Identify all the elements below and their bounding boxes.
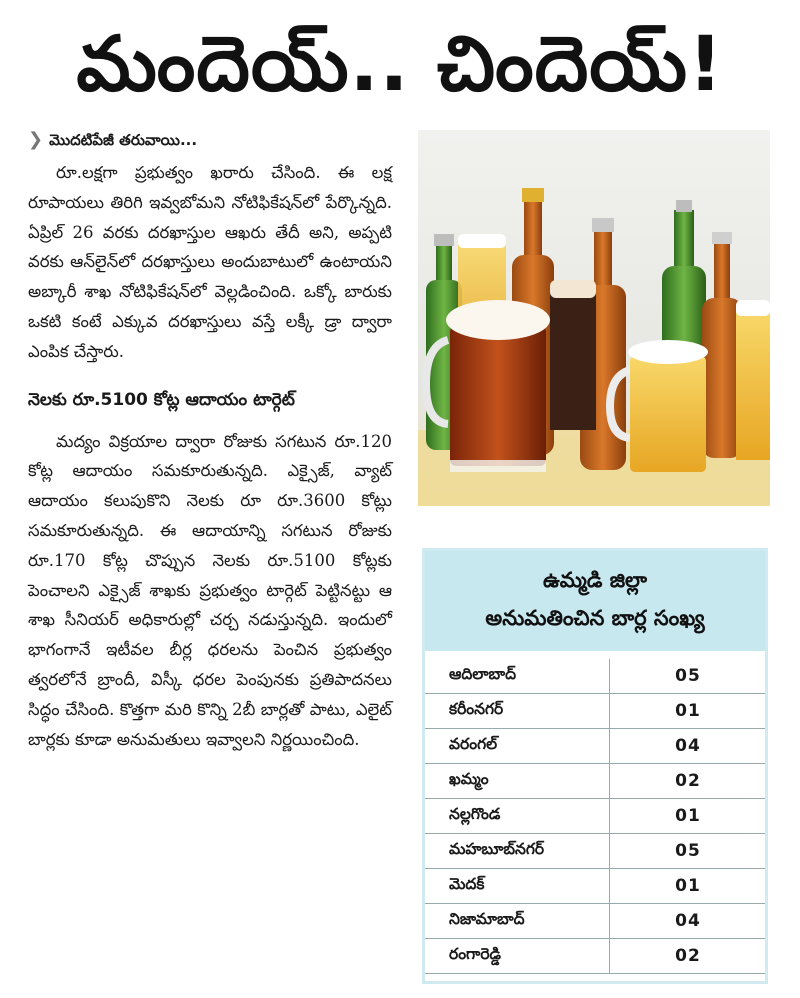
- bar-count: 05: [675, 666, 701, 686]
- table-title-line1: ఉమ్మడి జిల్లా: [542, 568, 648, 592]
- table-row: [425, 904, 765, 939]
- column-divider: [609, 659, 610, 974]
- table-row: [425, 694, 765, 729]
- table-rows: [425, 659, 765, 974]
- district-name: ఖమ్మం: [449, 770, 489, 788]
- article-column: [28, 128, 392, 754]
- lager-glass-right: [736, 300, 770, 460]
- district-name: ఆదిలాబాద్: [449, 665, 517, 683]
- table-row: [425, 764, 765, 799]
- bar-count: 01: [675, 806, 701, 826]
- beer-illustration: [418, 130, 770, 506]
- paragraph-1: రూ.లక్షగా ప్రభుత్వం ఖరారు చేసింది. ఈ లక్ష రూపాయలు తిరిగి ఇవ్వబోమని నోటిఫికేషన్‌లో పేర్కొన్నది. ఏప్రిల్ 26 వరకు దరఖాస్తుల ఆఖరు తేదీ అని, అప్పటి వరకు ఆన్‌లైన్‌లో దరఖాస్తులు అందుబాటులో ఉంటాయని అబ్కారీ శాఖ నోటిఫికేషన్‌లో వెల్లడించింది. ఒక్కో బారుకు ఒకటి కంటే ఎక్కువ దరఖాస్తులు వస్తే లక్కీ డ్రా ద్వారా ఎంపిక చేస్తారు.: [28, 163, 392, 361]
- bar-count: 04: [675, 911, 701, 931]
- table-header: [425, 551, 765, 651]
- district-name: మహబూబ్‌నగర్: [449, 840, 545, 858]
- table-row: [425, 799, 765, 834]
- chevron-right-icon: ❯: [28, 129, 44, 150]
- bar-count: 04: [675, 736, 701, 756]
- table-row: [425, 659, 765, 694]
- bar-count: 05: [675, 841, 701, 861]
- beer-bottles-photo: [418, 130, 770, 506]
- table-row: [425, 834, 765, 869]
- bar-count: 01: [675, 701, 701, 721]
- continuation-label: మొదటిపేజీ తరువాయి...: [49, 131, 198, 149]
- continuation-line: [28, 128, 392, 152]
- bar-count: 02: [675, 771, 701, 791]
- bar-count: 01: [675, 876, 701, 896]
- paragraph-2: మద్యం విక్రయాల ద్వారా రోజుకు సగటున రూ.120 కోట్ల ఆదాయం సమకూరుతున్నది. ఎక్సైజ్, వ్యాట్ ఆదాయం కలుపుకొని నెలకు రూ రూ.3600 కోట్లు సమకూరుతున్నది. ఈ ఆదాయాన్ని సగటున రోజుకు రూ.170 కోట్ల చొప్పున నెలకు రూ.5100 కోట్లకు పెంచాలని ఎక్సైజ్ శాఖకు ప్రభుత్వం టార్గెట్ పెట్టినట్టు ఆ శాఖ సీనియర్ అధికారుల్లో చర్చ నడుస్తున్నది. ఇందులో భాగంగానే ఇటీవల బీర్ల ధరలను పెంచిన ప్రభుత్వం త్వరలోనే బ్రాందీ, విస్కీ ధరల పెంపునకు ప్రతిపాదనలు సిద్ధం చేసింది. కొత్తగా మరి కొన్ని 2బీ బార్లతో పాటు, ఎలైట్ బార్లకు కూడా అనుమతులు ఇవ్వాలని నిర్ణయించింది.: [28, 431, 392, 749]
- district-name: నిజామాబాద్: [449, 910, 525, 928]
- table-row: [425, 729, 765, 764]
- district-name: నల్లగొండ: [449, 805, 501, 823]
- table-title-line2: అనుమతించిన బార్ల సంఖ్య: [485, 606, 705, 630]
- headline: మందెయ్.. చిందెయ్!: [76, 19, 724, 108]
- subheading: నెలకు రూ.5100 కోట్ల ఆదాయం టార్గెట్: [28, 389, 295, 410]
- table-row: [425, 869, 765, 904]
- bar-count-table: [422, 548, 768, 984]
- district-name: వరంగల్: [449, 735, 498, 753]
- district-name: మెదక్: [449, 875, 485, 893]
- district-name: రంగారెడ్డి: [449, 945, 501, 963]
- stout-glass: [550, 280, 596, 430]
- district-name: కరీంనగర్: [449, 700, 504, 718]
- bar-count: 02: [675, 946, 701, 966]
- table-row: [425, 939, 765, 974]
